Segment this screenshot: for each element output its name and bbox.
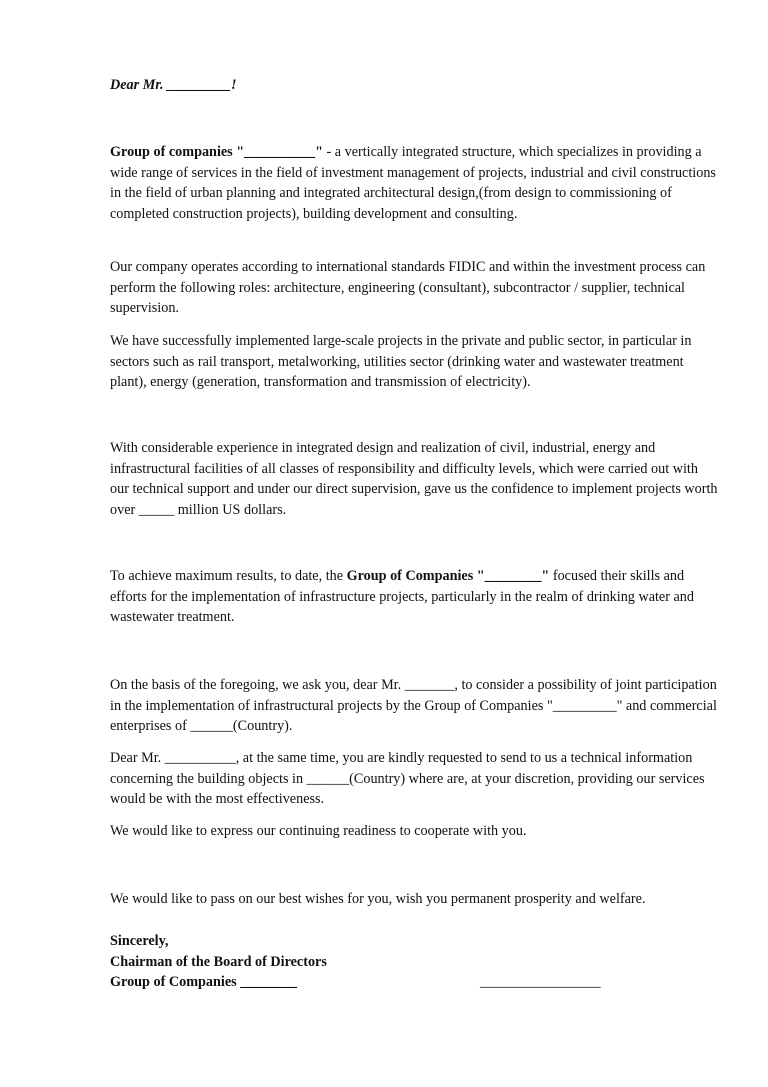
paragraph-experience: With considerable experience in integrated design and realization of civil, industrial, energy and infrastructural facilities of all classes of responsibility and difficulty levels, which were carried out with our technical support and under our direct supervision, gave us the confidence to implement projects worth over _____ million US dollars.	[110, 440, 718, 518]
focus-text-before: To achieve maximum results, to date, the	[110, 568, 347, 584]
company-name-bold: Group of companies "__________"	[110, 144, 323, 160]
signature-line: _________________	[480, 974, 601, 991]
signatory-company: Group of Companies ________	[110, 974, 297, 991]
signature-block	[110, 931, 720, 993]
company-intro-text: - a vertically integrated structure, which specializes in providing a wide range of services in the field of investment management of projects, industrial and civil constructions in the field of urban planning and integrated architectural design,(from design to commissioning of completed construction projects), building development and consulting.	[110, 144, 716, 222]
closing: Sincerely,	[110, 933, 169, 949]
paragraph-best-wishes: We would like to pass on our best wishes for you, wish you permanent prosperity and welfare.	[110, 891, 646, 907]
paragraph-readiness: We would like to express our continuing readiness to cooperate with you.	[110, 823, 527, 839]
paragraph-focus	[110, 566, 720, 628]
salutation: Dear Mr. _________!	[110, 77, 237, 93]
paragraph-company-intro	[110, 142, 720, 224]
paragraph-standards: Our company operates according to international standards FIDIC and within the investment process can perform the following roles: architecture, engineering (consultant), subcontractor / supplier, technical supervision.	[110, 259, 706, 317]
signatory-title: Chairman of the Board of Directors	[110, 953, 327, 970]
paragraph-request-participation: On the basis of the foregoing, we ask you, dear Mr. _______, to consider a possibility of joint participation in the implementation of infrastructural projects by the Group of Companies "_________" and commercial enterprises of ______(Country).	[110, 677, 717, 735]
focus-text-after: focused their skills and efforts for the implementation of infrastructure projects, particularly in the realm of drinking water and wastewater treatment.	[110, 568, 694, 626]
paragraph-projects: We have successfully implemented large-scale projects in the private and public sector, in particular in sectors such as rail transport, metalworking, utilities sector (drinking water and wastewater treatment plant), energy (generation, transformation and transmission of electricity).	[110, 333, 692, 391]
group-name-bold: Group of Companies "________"	[346, 568, 550, 584]
paragraph-request-information: Dear Mr. __________, at the same time, you are kindly requested to send to us a technical information concerning the building objects in ______(Country) where are, at your discretion, providing our services would be with the most effectiveness.	[110, 750, 705, 808]
